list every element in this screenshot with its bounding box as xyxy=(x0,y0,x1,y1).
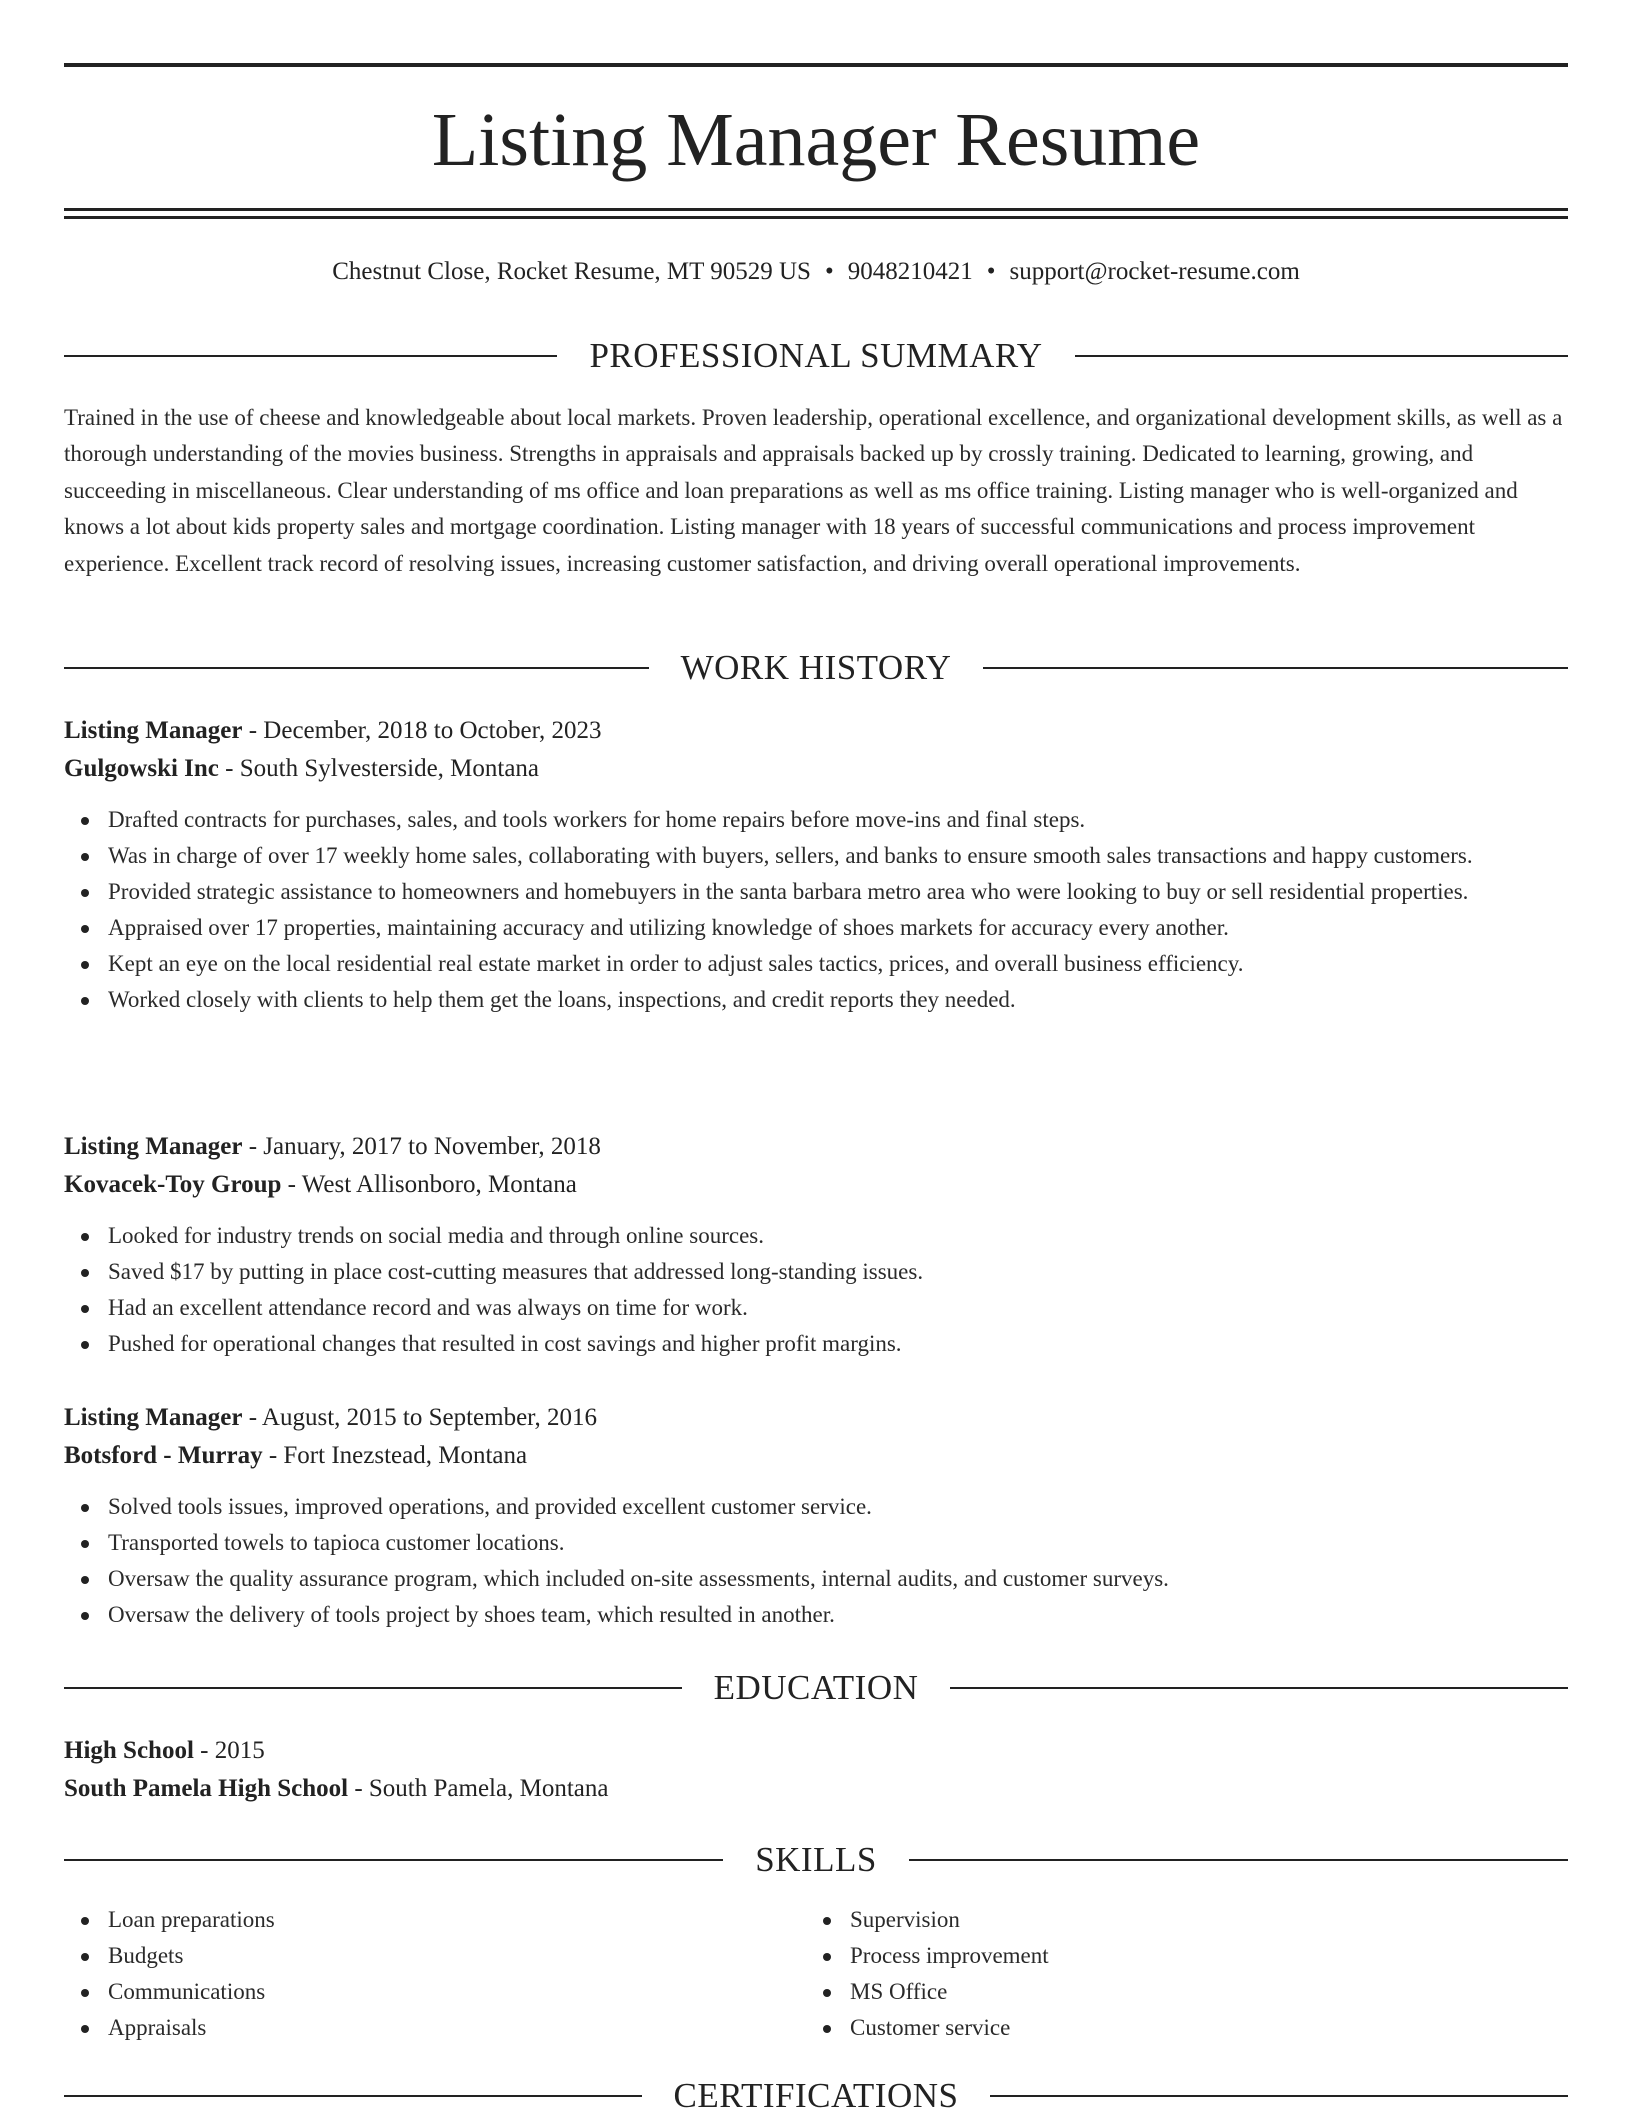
header-rule xyxy=(64,355,557,357)
job-location: - South Sylvesterside, Montana xyxy=(218,755,540,782)
section-title: WORK HISTORY xyxy=(680,648,952,687)
header-rule xyxy=(950,1687,1568,1689)
job-title: Listing Manager xyxy=(64,717,243,744)
section-title: EDUCATION xyxy=(713,1668,919,1707)
job-entry xyxy=(64,1399,1568,1633)
contact-line xyxy=(64,254,1568,290)
education-degree: High School xyxy=(64,1737,194,1764)
section-header-summary xyxy=(64,334,1568,378)
section-header-education xyxy=(64,1666,1568,1710)
section-header-certifications xyxy=(64,2074,1568,2112)
list-item: Oversaw the quality assurance program, which included on-site assessments, internal audits, and customer surveys. xyxy=(64,1561,1568,1597)
header-rule xyxy=(909,1859,1568,1861)
job-company-line xyxy=(64,750,1568,788)
education-school-line xyxy=(64,1770,1568,1808)
skill-item: Supervision xyxy=(806,1902,1548,1938)
job-bullets xyxy=(64,1489,1568,1633)
header-rule xyxy=(64,1687,682,1689)
job-dates: - December, 2018 to October, 2023 xyxy=(242,717,602,744)
skills-column-right xyxy=(806,1902,1548,2046)
skill-item: Customer service xyxy=(806,2010,1548,2046)
contact-separator: • xyxy=(986,258,996,285)
skill-item: Loan preparations xyxy=(64,1902,806,1938)
job-company: Gulgowski Inc xyxy=(64,755,219,782)
summary-text: Trained in the use of cheese and knowledgeable about local markets. Proven leadership, operational excellence, and organizational development skills, as well as a thorough understanding of the movies business. Strengths in appraisals and appraisals backed up by crossly training. Dedicated to learning, growing, and succeeding in miscellaneous. Clear understanding of ms office and loan preparations as well as ms office training. Listing manager who is well-organized and knows a lot about kids property sales and mortgage coordination. Listing manager with 18 years of successful communications and process improvement experience. Excellent track record of resolving issues, increasing customer satisfaction, and driving overall operational improvements. xyxy=(64,405,1563,576)
list-item: Solved tools issues, improved operations, and provided excellent customer service. xyxy=(64,1489,1568,1525)
skill-item: Appraisals xyxy=(64,2010,806,2046)
list-item: Saved $17 by putting in place cost-cutting measures that addressed long-standing issues. xyxy=(64,1254,1568,1290)
header-rule xyxy=(64,1859,723,1861)
job-company-line xyxy=(64,1166,1568,1204)
job-entry xyxy=(64,1128,1568,1362)
job-company-line xyxy=(64,1437,1568,1475)
job-dates: - August, 2015 to September, 2016 xyxy=(242,1404,597,1431)
skill-item: Budgets xyxy=(64,1938,806,1974)
education-location: - South Pamela, Montana xyxy=(348,1775,609,1802)
skill-item: Communications xyxy=(64,1974,806,2010)
title-rule-upper xyxy=(64,208,1568,211)
page-title: Listing Manager Resume xyxy=(431,98,1201,182)
top-rule xyxy=(64,63,1568,67)
job-bullets xyxy=(64,802,1568,1019)
list-item: Was in charge of over 17 weekly home sales, collaborating with buyers, sellers, and banks to ensure smooth sales transactions and happy customers. xyxy=(64,838,1568,874)
section-title: CERTIFICATIONS xyxy=(673,2076,959,2112)
contact-email: support@rocket-resume.com xyxy=(1009,258,1300,285)
list-item: Provided strategic assistance to homeowners and homebuyers in the santa barbara metro area who were looking to buy or sell residential properties. xyxy=(64,874,1568,910)
education-entry xyxy=(64,1732,1568,1808)
list-item: Kept an eye on the local residential real estate market in order to adjust sales tactics, prices, and overall business efficiency. xyxy=(64,946,1568,982)
job-bullets xyxy=(64,1218,1568,1362)
job-company: Botsford - Murray xyxy=(64,1442,263,1469)
title-rule-lower xyxy=(64,216,1568,219)
section-title: PROFESSIONAL SUMMARY xyxy=(589,336,1043,375)
list-item: Pushed for operational changes that resulted in cost savings and higher profit margins. xyxy=(64,1326,1568,1362)
list-item: Appraised over 17 properties, maintaining accuracy and utilizing knowledge of shoes markets for accuracy every another. xyxy=(64,910,1568,946)
list-item: Drafted contracts for purchases, sales, and tools workers for home repairs before move-ins and final steps. xyxy=(64,802,1568,838)
job-title: Listing Manager xyxy=(64,1404,243,1431)
list-item: Transported towels to tapioca customer locations. xyxy=(64,1525,1568,1561)
contact-address: Chestnut Close, Rocket Resume, MT 90529 US xyxy=(332,258,811,285)
job-location: - Fort Inezstead, Montana xyxy=(262,1442,528,1469)
header-rule xyxy=(990,2095,1568,2097)
header-rule xyxy=(983,667,1568,669)
job-dates: - January, 2017 to November, 2018 xyxy=(242,1133,601,1160)
contact-separator: • xyxy=(824,258,834,285)
list-item: Looked for industry trends on social media and through online sources. xyxy=(64,1218,1568,1254)
header-rule xyxy=(64,667,649,669)
skill-item: Process improvement xyxy=(806,1938,1548,1974)
section-title: SKILLS xyxy=(755,1840,877,1879)
list-item: Had an excellent attendance record and was always on time for work. xyxy=(64,1290,1568,1326)
education-school: South Pamela High School xyxy=(64,1775,349,1802)
header-rule xyxy=(1075,355,1568,357)
job-company: Kovacek-Toy Group xyxy=(64,1171,282,1198)
education-year: - 2015 xyxy=(193,1737,265,1764)
skills-list xyxy=(64,1902,1568,2046)
job-title-line xyxy=(64,712,1568,750)
job-title-line xyxy=(64,1128,1568,1166)
header-rule xyxy=(64,2095,642,2097)
skills-column-left xyxy=(64,1902,806,2046)
job-entry xyxy=(64,712,1568,1019)
list-item: Worked closely with clients to help them get the loans, inspections, and credit reports they needed. xyxy=(64,982,1568,1018)
job-title: Listing Manager xyxy=(64,1133,243,1160)
job-title-line xyxy=(64,1399,1568,1437)
section-header-skills xyxy=(64,1838,1568,1882)
job-location: - West Allisonboro, Montana xyxy=(281,1171,577,1198)
contact-phone: 9048210421 xyxy=(847,258,973,285)
skill-item: MS Office xyxy=(806,1974,1548,2010)
list-item: Oversaw the delivery of tools project by shoes team, which resulted in another. xyxy=(64,1597,1568,1633)
section-header-work xyxy=(64,646,1568,690)
education-degree-line xyxy=(64,1732,1568,1770)
